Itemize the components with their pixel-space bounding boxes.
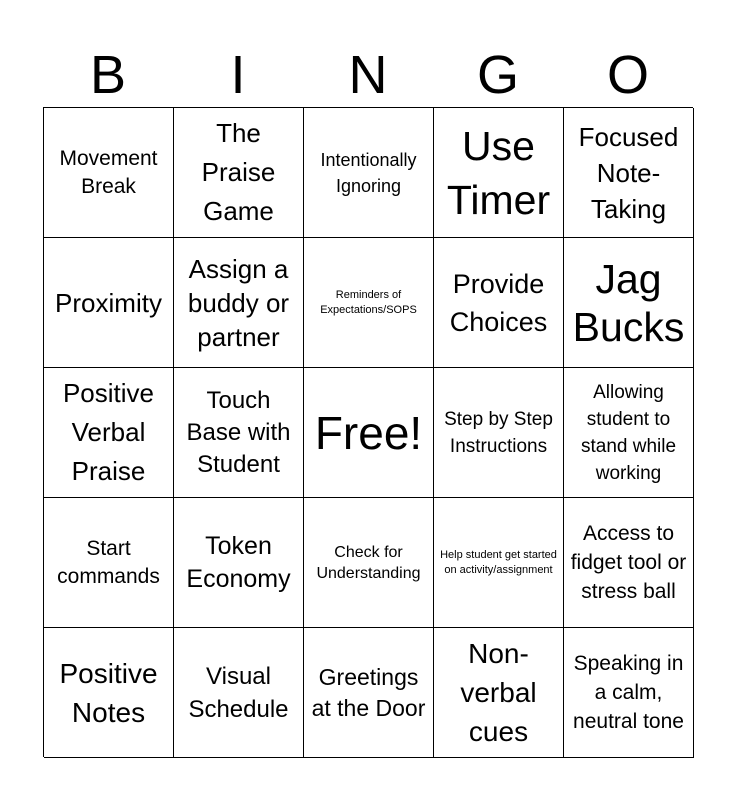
cell-text: Greetings at the Door [311,663,426,721]
bingo-cell[interactable] [304,498,434,628]
cell-text: Focused Note-Taking [578,121,679,224]
bingo-cell[interactable] [304,628,434,758]
header-letter-o: O [606,45,649,105]
bingo-cell[interactable] [564,628,694,758]
cell-text: Provide Choices [449,268,548,337]
cell-text: Movement Break [59,146,158,198]
cell-text: Non-verbal cues [460,638,537,747]
bingo-cell[interactable] [44,238,174,368]
cell-text: Help student get started on activity/assignment [440,548,557,576]
bingo-cell[interactable] [44,368,174,498]
cell-text: Positive Verbal Praise [62,378,155,486]
cell-text: Jag Bucks [572,255,685,350]
bingo-cell[interactable] [174,368,304,498]
bingo-cell[interactable] [564,238,694,368]
bingo-cell[interactable] [174,628,304,758]
cell-text: Positive Notes [59,657,158,728]
bingo-cell[interactable] [44,498,174,628]
header-letter-i: I [230,45,246,105]
cell-text: Visual Schedule [188,662,289,723]
bingo-cell[interactable] [304,108,434,238]
cell-text: Check for Understanding [316,543,421,582]
bingo-cell[interactable] [564,108,694,238]
cell-text: Token Economy [186,531,291,593]
cell-text: Intentionally Ignoring [320,149,417,196]
bingo-cell[interactable] [174,498,304,628]
free-space: Free! [314,406,423,459]
bingo-cell[interactable] [564,498,694,628]
bingo-cell[interactable] [174,108,304,238]
bingo-cell[interactable] [304,368,434,498]
bingo-cell[interactable] [44,108,174,238]
cell-text: Reminders of Expectations/SOPS [320,288,417,316]
header-letter-b: B [89,45,127,105]
cell-text: Speaking in a calm, neutral tone [573,652,684,733]
bingo-cell[interactable] [434,108,564,238]
bingo-cell[interactable] [434,368,564,498]
cell-text: Assign a buddy or partner [187,253,290,352]
bingo-cell[interactable] [434,628,564,758]
bingo-cell[interactable] [434,498,564,628]
cell-text: Use Timer [446,122,551,223]
header-letter-g: G [476,45,519,105]
bingo-cell[interactable] [564,368,694,498]
header-letter-n: N [348,45,388,105]
bingo-card [43,107,693,757]
cell-text: Step by Step Instructions [444,408,553,457]
bingo-cell[interactable] [434,238,564,368]
cell-text: Touch Base with Student [186,386,291,478]
bingo-cell[interactable] [174,238,304,368]
cell-text: The Praise Game [201,118,276,226]
cell-text: Start commands [57,536,160,588]
cell-text: Proximity [55,287,162,318]
bingo-cell[interactable] [44,628,174,758]
cell-text: Access to fidget tool or stress ball [570,522,687,603]
bingo-cell[interactable] [304,238,434,368]
cell-text: Allowing student to stand while working [580,381,677,484]
bingo-header [43,44,693,106]
